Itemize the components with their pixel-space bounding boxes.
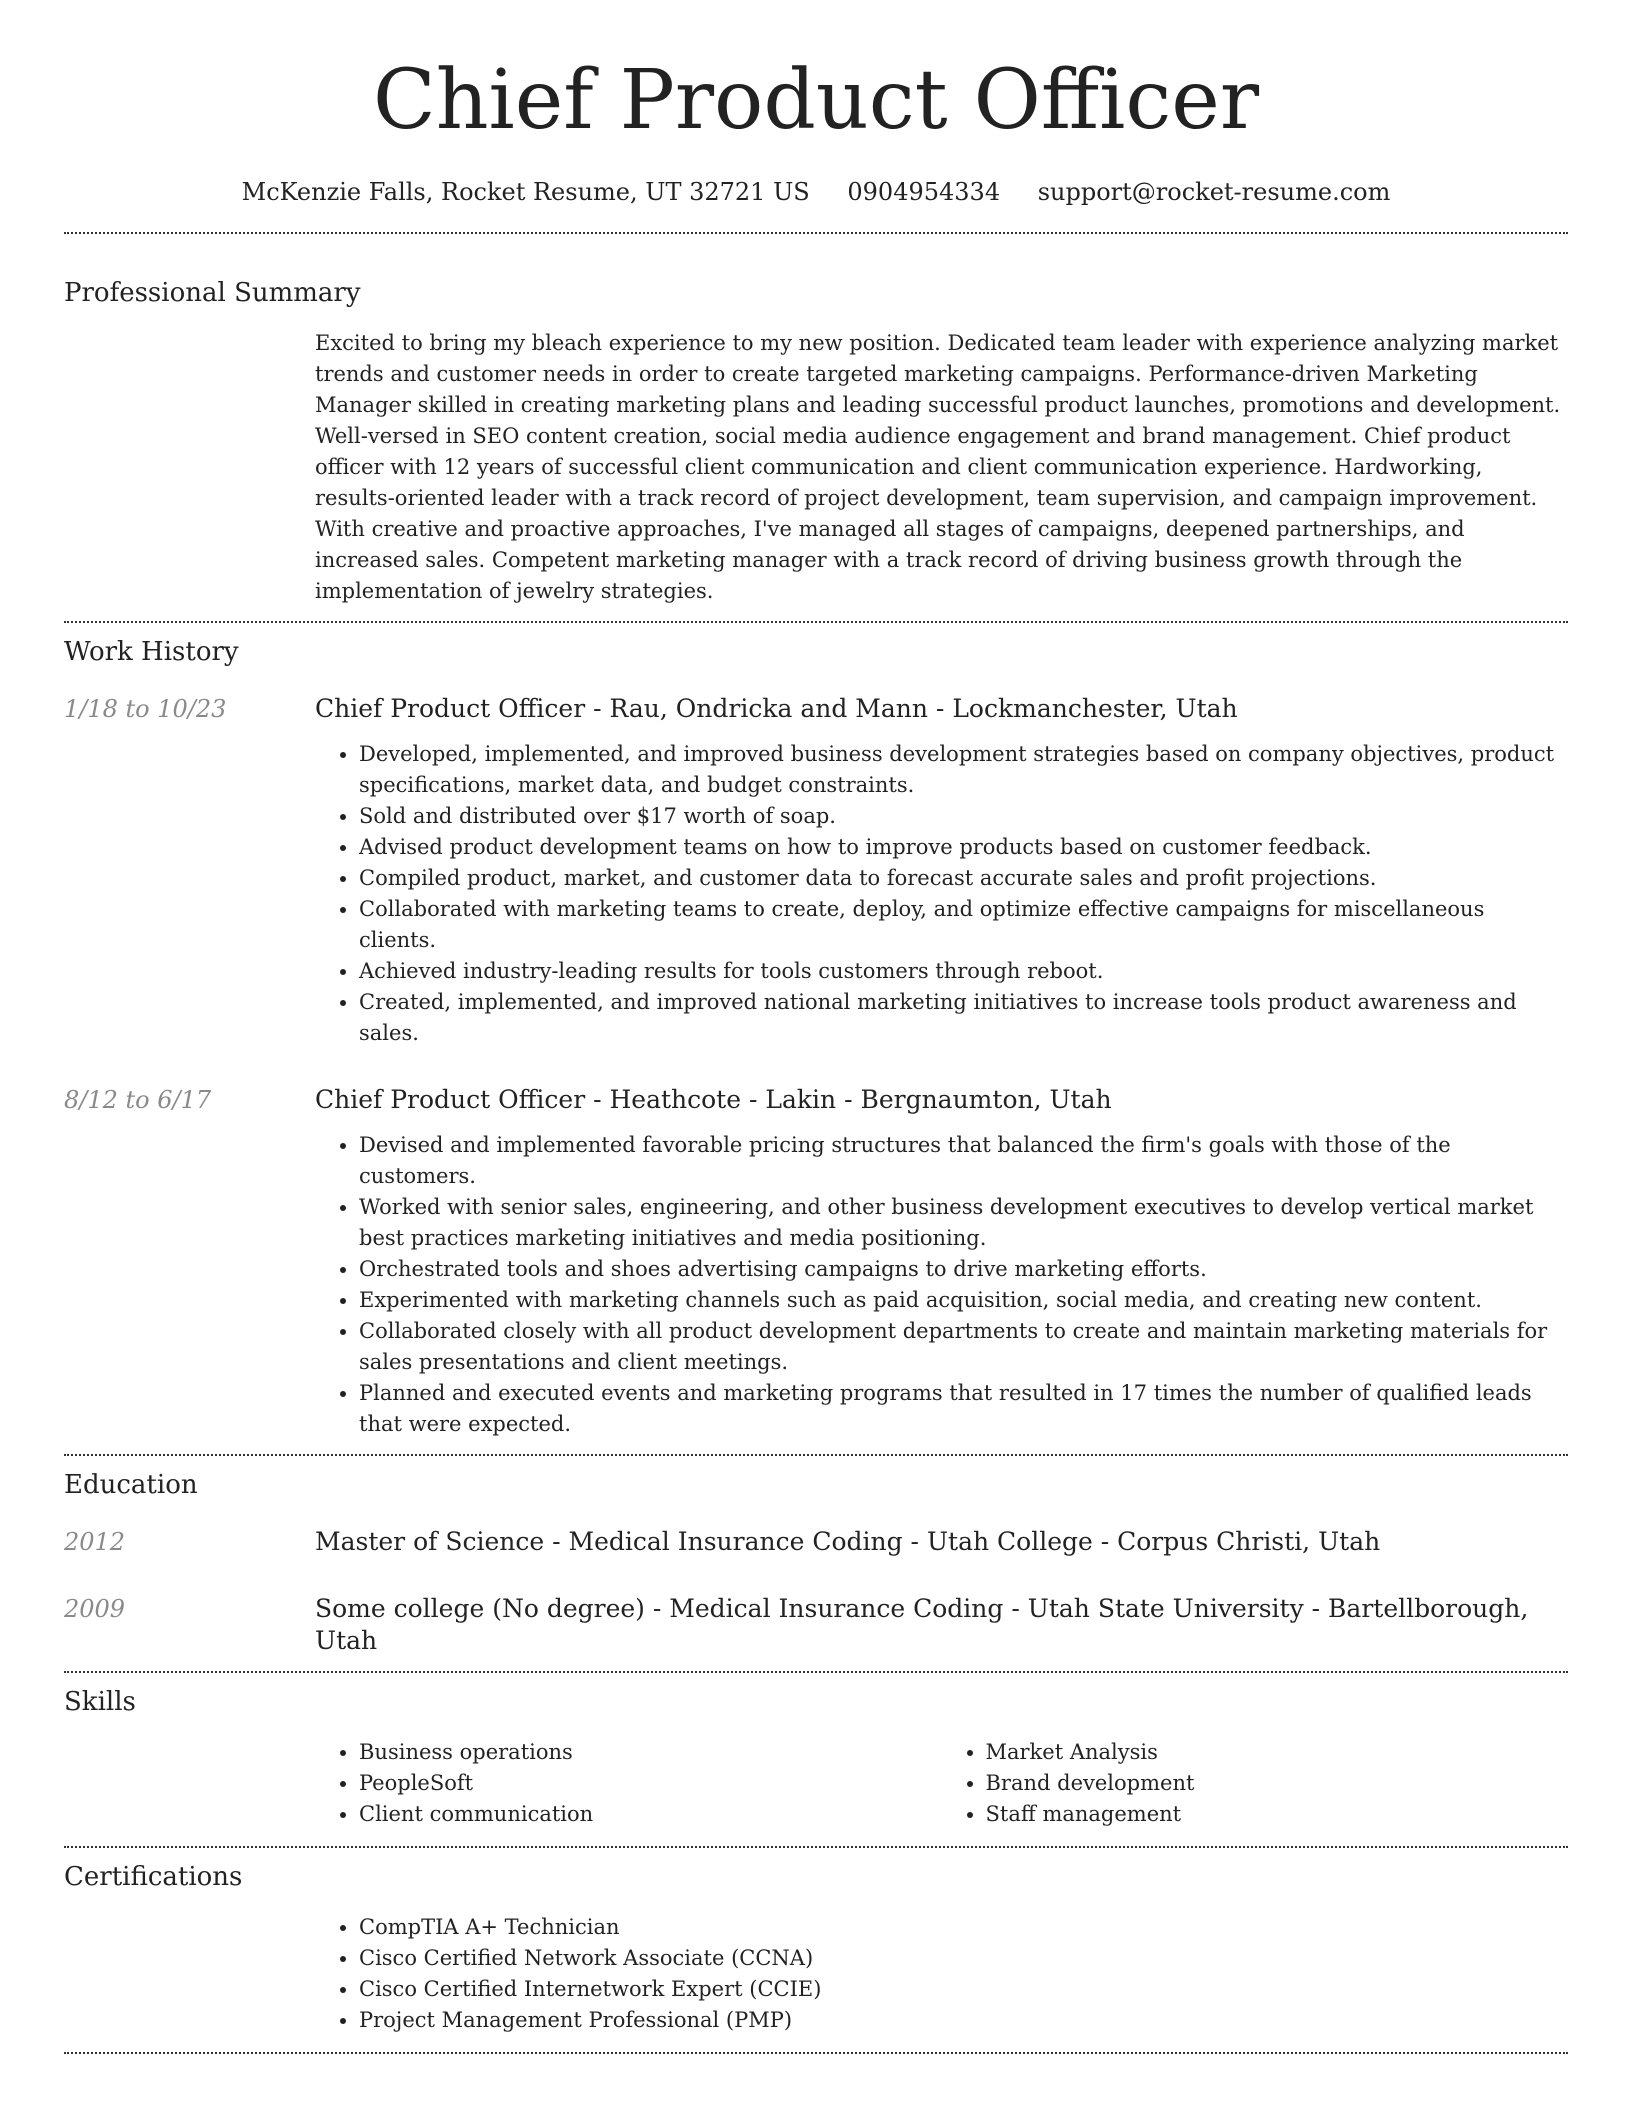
- summary-text: Excited to bring my bleach experience to my new position. Dedicated team leader with experience analyzing market trends and customer needs in order to create targeted marketing campaigns. Performance-driven Marketing Manager skilled in creating marketing plans and leading successful product launches, promotions and development. Well-versed in SEO content creation, social media audience engagement and brand management. Chief product officer with 12 years of successful client communication and client communication experience. Hardworking, results-oriented leader with a track record of project development, team supervision, and campaign improvement. With creative and proactive approaches, I've managed all stages of campaigns, deepened partnerships, and increased sales. Competent marketing manager with a track record of driving business growth through the implementation of jewelry strategies.: [315, 331, 1561, 603]
- certifications-section: [64, 1860, 1568, 2036]
- job-bullet: • Experimented with marketing channels such as paid acquisition, social media, and creating new content.: [359, 1285, 1568, 1316]
- job-bullet: • Planned and executed events and marketing programs that resulted in 17 times the number of qualified leads that were expected.: [359, 1378, 1568, 1440]
- certification-item: • CompTIA A+ Technician: [359, 1912, 1568, 1943]
- job-entry: [64, 1084, 1568, 1116]
- job-dates: 1/18 to 10/23: [64, 695, 227, 723]
- section-divider: [64, 1671, 1568, 1673]
- job-title: Chief Product Officer - Rau, Ondricka and Mann - Lockmanchester, Utah: [315, 694, 1238, 723]
- job-bullet: • Worked with senior sales, engineering, and other business development executives to develop vertical market best practices marketing initiatives and media positioning.: [359, 1192, 1568, 1254]
- section-divider: [64, 2052, 1568, 2054]
- job-bullets: [315, 1130, 1568, 1440]
- certification-item: • Project Management Professional (PMP): [359, 2005, 1568, 2036]
- skill-item: • Staff management: [986, 1799, 1569, 1830]
- job-entry: [64, 693, 1568, 725]
- certifications-heading: Certifications: [64, 1862, 243, 1892]
- job-bullet: • Orchestrated tools and shoes advertising campaigns to drive marketing efforts.: [359, 1254, 1568, 1285]
- education-degree: Some college (No degree) - Medical Insurance Coding - Utah State University - Bartellborough, Utah: [315, 1594, 1529, 1655]
- job-bullet: • Created, implemented, and improved national marketing initiatives to increase tools product awareness and sales.: [359, 987, 1568, 1049]
- skills-list-left: [315, 1737, 942, 1830]
- skill-item: • Client communication: [359, 1799, 942, 1830]
- summary-row: [64, 328, 1568, 607]
- job-bullets-row: [64, 739, 1568, 1049]
- job-bullet: • Collaborated with marketing teams to create, deploy, and optimize effective campaigns for miscellaneous clients.: [359, 894, 1568, 956]
- skill-item: • Business operations: [359, 1737, 942, 1768]
- job-bullet: • Sold and distributed over $17 worth of soap.: [359, 801, 1568, 832]
- section-divider: [64, 621, 1568, 623]
- skills-heading: Skills: [64, 1687, 136, 1717]
- page-title: Chief Product Officer: [372, 53, 1260, 148]
- skills-row: [64, 1737, 1568, 1830]
- section-divider: [64, 1454, 1568, 1456]
- section-divider: [64, 232, 1568, 234]
- job-bullets-row: [64, 1130, 1568, 1440]
- contact-info: [64, 176, 1568, 208]
- job-bullet: • Advised product development teams on how to improve products based on customer feedback.: [359, 832, 1568, 863]
- skill-item: • Brand development: [986, 1768, 1569, 1799]
- contact-phone: 0904954334: [847, 178, 1001, 206]
- education-heading: Education: [64, 1470, 198, 1500]
- job-bullet: • Achieved industry-leading results for tools customers through reboot.: [359, 956, 1568, 987]
- education-year: 2009: [64, 1595, 126, 1623]
- education-entry: [64, 1526, 1568, 1558]
- job-dates: 8/12 to 6/17: [64, 1086, 212, 1114]
- job-title: Chief Product Officer - Heathcote - Lakin - Bergnaumton, Utah: [315, 1085, 1112, 1114]
- job-bullet: • Devised and implemented favorable pricing structures that balanced the firm's goals with those of the customers.: [359, 1130, 1568, 1192]
- certification-item: • Cisco Certified Network Associate (CCNA): [359, 1943, 1568, 1974]
- education-degree: Master of Science - Medical Insurance Coding - Utah College - Corpus Christi, Utah: [315, 1527, 1381, 1556]
- skills-section: [64, 1685, 1568, 1830]
- skill-item: • Market Analysis: [986, 1737, 1569, 1768]
- job-bullet: • Compiled product, market, and customer data to forecast accurate sales and profit projections.: [359, 863, 1568, 894]
- education-entry: [64, 1593, 1568, 1657]
- contact-address: McKenzie Falls, Rocket Resume, UT 32721 US: [241, 178, 810, 206]
- contact-email: support@rocket-resume.com: [1037, 178, 1391, 206]
- job-bullet: • Developed, implemented, and improved business development strategies based on company objectives, product specifications, market data, and budget constraints.: [359, 739, 1568, 801]
- work-history-heading: Work History: [64, 637, 239, 667]
- job-bullet: • Collaborated closely with all product development departments to create and maintain marketing materials for sales presentations and client meetings.: [359, 1316, 1568, 1378]
- certification-item: • Cisco Certified Internetwork Expert (CCIE): [359, 1974, 1568, 2005]
- certifications-list: [315, 1912, 1568, 2036]
- education-year: 2012: [64, 1528, 126, 1556]
- skills-list-right: [942, 1737, 1569, 1830]
- education-section: [64, 1468, 1568, 1657]
- skill-item: • PeopleSoft: [359, 1768, 942, 1799]
- section-divider: [64, 1846, 1568, 1848]
- summary-section: [64, 276, 1568, 607]
- certifications-row: [64, 1912, 1568, 2036]
- summary-heading: Professional Summary: [64, 278, 361, 308]
- job-bullets: [315, 739, 1568, 1049]
- work-history-section: [64, 635, 1568, 1440]
